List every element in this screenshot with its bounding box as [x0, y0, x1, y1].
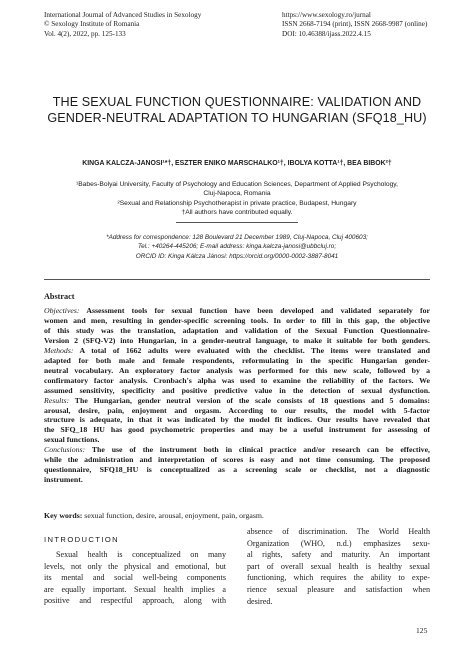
abstract-line [44, 306, 430, 316]
page-number: 125 [416, 626, 428, 635]
abstract-text: Version 2 (SFQ-V2) into Hungarian, in a gender-neutral language, to make it suitable for both genders. [44, 335, 430, 345]
abstract-line [44, 465, 430, 475]
doi-line[interactable]: DOI: 10.46388/ijass.2022.4.15 [282, 29, 371, 38]
abstract-text: questionnaire, SFQ18_HU is conceptualized as a screening scale or checklist, not a diagnostic [44, 465, 430, 475]
journal-url[interactable]: https://www.sexology.ro/jurnal [282, 11, 371, 19]
abstract-body [44, 306, 430, 485]
correspondence-contact[interactable]: Tel.: +40264-445206; E-mail address: kinga.kalcza-janosi@ubbcluj.ro; [137, 243, 337, 251]
author-list: KINGA KALCZA-JANOSI¹*†, ESZTER ENIKO MARSCHALKO¹†, IBOLYA KOTTA¹†, BEA BIBOK²† [82, 160, 392, 167]
abstract-text: instrument. [44, 475, 83, 485]
abstract-line [44, 356, 430, 366]
journal-name: International Journal of Advanced Studies in Sexology [44, 11, 202, 19]
body-text-line: its mental and social well-being components [44, 573, 226, 583]
abstract-line [44, 475, 430, 485]
body-text-line: positive and respectful approach, along with [44, 596, 226, 606]
abstract-line [44, 445, 430, 455]
copyright-line: © Sexology Institute of Romania [44, 20, 140, 29]
body-text-line: part of overall sexual health is healthy sexual [247, 561, 430, 571]
affiliations [30, 180, 444, 217]
abstract-text: Assessment tools for sexual function have been developed and validated separately for [79, 306, 430, 315]
title-line-2: GENDER-NEUTRAL ADAPTATION TO HUNGARIAN (SFQ18_HU) [47, 111, 427, 125]
abstract-text: A total of 1662 adults were evaluated with the checklist. The items were translated and [73, 345, 430, 355]
keywords-text: sexual function, desire, arousal, enjoyment, pain, orgasm. [82, 511, 264, 520]
issn-line: ISSN 2668-7194 (print), ISSN 2668-9987 (online) [282, 20, 428, 29]
abstract-text: structure is adequate, in that it was indicated by the model fit indices. Our results have revealed that [44, 415, 430, 425]
abstract-line [44, 435, 430, 445]
abstract-text: of this study was the translation, adaptation and validation of the Sexual Function Questionnaire- [44, 325, 430, 335]
abstract-text: confirmatory factor analysis. Cronbach's alpha was used to examine the reliability of the factors. We [44, 375, 430, 385]
abstract-text: sexual functions. [44, 435, 100, 445]
body-text-line: Sexual health is conceptualized on many [56, 550, 226, 559]
body-text-line: levels, not only the physical and emotional, but [44, 561, 226, 571]
body-text-line: are equally important. Sexual health implies a [44, 584, 226, 594]
abstract-line [44, 316, 430, 326]
abstract-line [44, 326, 430, 336]
abstract-section-label: Conclusions: [44, 445, 86, 455]
abstract-text: assumed sensitivity, specificity and positive predictive value in the detection of sexual dysfunction. [44, 385, 430, 395]
body-column-left [44, 549, 226, 607]
abstract-line [44, 425, 430, 435]
section-heading-introduction: INTRODUCTION [44, 535, 120, 544]
contribution-note: †All authors have contributed equally. [181, 208, 293, 216]
body-text-line: functioning, which requires the ability to expe- [247, 573, 430, 583]
abstract-line [44, 366, 430, 376]
abstract-section-label: Results: [44, 395, 70, 405]
body-text-line: absence of discrimination. The World Health [247, 527, 430, 536]
affiliation-line: ²Sexual and Relationship Psychotherapist in private practice, Budapest, Hungary [117, 199, 357, 207]
abstract-line [44, 336, 430, 346]
journal-header-left [44, 11, 201, 39]
paper-title [30, 94, 444, 126]
affiliation-line: ¹Babes-Bolyai University, Faculty of Psychology and Education Sciences, Department of Applied Psychology, [75, 181, 399, 188]
abstract-section-label: Objectives: [44, 306, 80, 315]
volume-line: Vol. 4(2), 2022, pp. 125-133 [44, 29, 126, 38]
keywords-label: Key words: [44, 511, 83, 520]
body-column-right [247, 526, 430, 607]
abstract-line [44, 455, 430, 465]
abstract-line [44, 396, 430, 406]
title-line-1: THE SEXUAL FUNCTION QUESTIONNAIRE: VALIDATION AND [52, 95, 422, 109]
correspondence-block [30, 233, 444, 261]
abstract-text: neutral vocabulary. An exploratory factor analysis was performed for this new scale, followed by a [44, 365, 430, 375]
abstract-section-label: Methods: [44, 345, 74, 355]
abstract-text: while the administration and interpretation of scores is easy and not time consuming. The proposed [44, 455, 430, 465]
abstract-line [44, 406, 430, 416]
abstract-line [44, 376, 430, 386]
abstract-text: The Hungarian, gender neutral version of the scale consists of 18 questions and 5 domains: [69, 395, 430, 405]
abstract-line [44, 415, 430, 425]
abstract-line [44, 346, 430, 356]
body-text-line: al rights, safety and maturity. An important [247, 550, 430, 560]
abstract-text: adapted for both male and female respondents, reformulating in the specific Hungarian gender- [44, 355, 430, 365]
abstract-text: arousal, desire, pain, enjoyment and orgasm. According to our results, the model with 5-factor [44, 405, 430, 415]
affiliation-line: Cluj-Napoca, Romania [203, 190, 271, 198]
body-text-line: Organization (WHO, n.d.) emphasizes sexu- [247, 538, 430, 548]
correspondence-address: *Address for correspondence: 128 Boulevard 21 December 1989, Cluj-Napoca, Cluj 400603; [106, 234, 368, 241]
keywords [44, 511, 430, 520]
body-text-line: desired. [247, 596, 273, 606]
journal-header-right [282, 11, 427, 39]
correspondence-orcid[interactable]: ORCID ID: Kinga Kálcza Jánosi: https://orcid.org/0000-0002-3887-8041 [135, 252, 339, 260]
abstract-text: the SFQ_18 HU has good psychometric properties and may be a useful instrument for assessing of [44, 425, 430, 435]
abstract-text: women and men, resulting in gender-specific screening tools. In order to fill in this gap, the objective [44, 315, 430, 325]
divider [44, 279, 430, 280]
abstract-text: The use of the instrument both in clinical practice and/or research can be effective, [85, 445, 430, 455]
abstract-heading: Abstract [44, 292, 75, 301]
body-text-line: rience sexual pleasure and satisfaction when [247, 584, 430, 594]
abstract-line [44, 386, 430, 396]
divider [176, 222, 298, 223]
